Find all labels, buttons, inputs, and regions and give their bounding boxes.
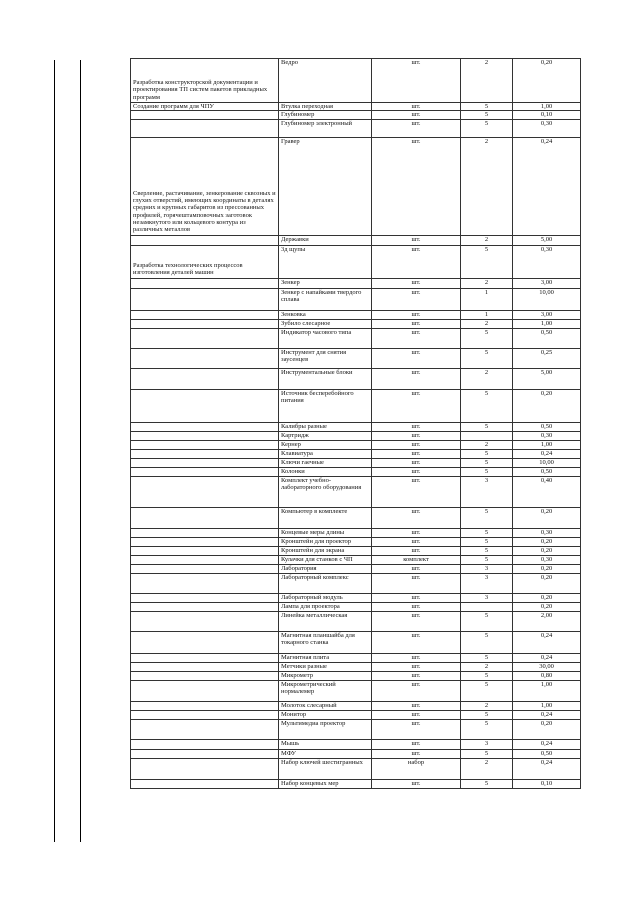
item-qty: 2: [461, 701, 513, 710]
table-row: [131, 235, 581, 245]
equipment-table: [130, 58, 581, 789]
item-name: Кронштейн для экрана: [279, 546, 372, 555]
table-row: [131, 389, 581, 422]
activity-cell: [131, 555, 279, 564]
item-qty: 5: [461, 245, 513, 278]
item-price: 5,00: [513, 368, 581, 389]
item-price: 0,80: [513, 671, 581, 680]
item-name: Мультимедиа проектор: [279, 719, 372, 739]
activity-cell: [131, 719, 279, 739]
table-row: [131, 476, 581, 507]
item-price: 0,50: [513, 328, 581, 348]
item-price: 10,00: [513, 458, 581, 467]
table-row: [131, 739, 581, 749]
item-qty: 2: [461, 235, 513, 245]
item-qty: 5: [461, 422, 513, 431]
item-qty: 3: [461, 476, 513, 507]
table-row: [131, 555, 581, 564]
item-qty: 2: [461, 59, 513, 103]
item-qty: 5: [461, 680, 513, 701]
item-name: Клавиатура: [279, 449, 372, 458]
item-name: Лабораторный модуль: [279, 593, 372, 602]
activity-cell: [131, 328, 279, 348]
activity-cell: [131, 779, 279, 788]
item-name: МФУ: [279, 749, 372, 758]
item-qty: 5: [461, 779, 513, 788]
item-qty: 3: [461, 564, 513, 573]
item-qty: 5: [461, 528, 513, 537]
left-margin-line-2: [80, 60, 81, 842]
table-row: [131, 611, 581, 631]
item-qty: 1: [461, 310, 513, 319]
table-row: [131, 701, 581, 710]
item-price: 1,00: [513, 680, 581, 701]
item-name: Источник бесперебойного питания: [279, 389, 372, 422]
item-unit: шт.: [372, 467, 461, 476]
item-price: 0,25: [513, 348, 581, 368]
item-price: 0,20: [513, 602, 581, 611]
item-unit: шт.: [372, 319, 461, 328]
item-unit: шт.: [372, 310, 461, 319]
item-qty: 5: [461, 631, 513, 653]
item-name: Втулка переходная: [279, 103, 372, 111]
item-qty: [461, 431, 513, 440]
item-qty: 5: [461, 611, 513, 631]
item-qty: 5: [461, 458, 513, 467]
item-name: Глубиномер: [279, 111, 372, 119]
activity-cell: Создание программ для ЧПУ: [131, 103, 279, 111]
item-unit: шт.: [372, 611, 461, 631]
table-row: [131, 528, 581, 537]
item-price: 0,30: [513, 431, 581, 440]
activity-cell: [131, 537, 279, 546]
item-unit: шт.: [372, 288, 461, 310]
item-name: Компьютер в комплекте: [279, 507, 372, 528]
item-unit: шт.: [372, 507, 461, 528]
item-price: 0,50: [513, 422, 581, 431]
item-unit: шт.: [372, 528, 461, 537]
item-name: Гравер: [279, 137, 372, 235]
activity-cell: [131, 671, 279, 680]
activity-cell: [131, 758, 279, 779]
item-price: 0,24: [513, 739, 581, 749]
item-price: 0,50: [513, 467, 581, 476]
table-row: [131, 467, 581, 476]
activity-cell: [131, 348, 279, 368]
item-unit: шт.: [372, 564, 461, 573]
item-qty: [461, 602, 513, 611]
activity-cell: Сверление, растачивание, зенкерование сквозных и глухих отверстий, имеющих координаты в деталях средних и крупных габаритов из прессованных профилей, горячештамповочных заготовок незамкнутого или кольцевого контура из различных металлов: [131, 137, 279, 235]
item-qty: 2: [461, 758, 513, 779]
item-qty: 5: [461, 546, 513, 555]
item-unit: шт.: [372, 245, 461, 278]
item-unit: шт.: [372, 328, 461, 348]
activity-cell: [131, 111, 279, 119]
item-name: Индикатор часового типа: [279, 328, 372, 348]
activity-cell: [131, 602, 279, 611]
item-qty: 2: [461, 368, 513, 389]
item-qty: 5: [461, 653, 513, 662]
item-qty: 5: [461, 555, 513, 564]
item-price: 0,40: [513, 476, 581, 507]
table-row: [131, 537, 581, 546]
activity-cell: [131, 449, 279, 458]
left-margin-line-1: [54, 60, 55, 842]
activity-cell: [131, 422, 279, 431]
item-name: Концевые меры длины: [279, 528, 372, 537]
table-row: [131, 573, 581, 593]
table-row: [131, 319, 581, 328]
item-price: 5,00: [513, 235, 581, 245]
table-row: [131, 758, 581, 779]
table-row: [131, 449, 581, 458]
item-qty: 2: [461, 137, 513, 235]
table-row: [131, 368, 581, 389]
table-row: [131, 103, 581, 111]
table-row: [131, 431, 581, 440]
item-name: Ключи гаечные: [279, 458, 372, 467]
activity-cell: [131, 368, 279, 389]
item-unit: шт.: [372, 537, 461, 546]
activity-cell: [131, 653, 279, 662]
item-unit: шт.: [372, 422, 461, 431]
item-unit: шт.: [372, 631, 461, 653]
item-qty: 5: [461, 749, 513, 758]
item-name: Ведро: [279, 59, 372, 103]
item-name: Кулачки для станков с ЧП: [279, 555, 372, 564]
activity-cell: [131, 235, 279, 245]
item-qty: 2: [461, 319, 513, 328]
item-qty: 5: [461, 671, 513, 680]
activity-cell: [131, 319, 279, 328]
item-qty: 5: [461, 328, 513, 348]
item-name: Микрометр: [279, 671, 372, 680]
item-name: Магнитная планшайба для токарного станка: [279, 631, 372, 653]
item-qty: 2: [461, 440, 513, 449]
item-unit: шт.: [372, 111, 461, 119]
activity-cell: [131, 631, 279, 653]
item-price: 3,00: [513, 278, 581, 288]
item-price: 0,30: [513, 555, 581, 564]
item-price: 0,50: [513, 749, 581, 758]
item-name: Картридж: [279, 431, 372, 440]
item-unit: шт.: [372, 59, 461, 103]
table-row: [131, 546, 581, 555]
item-name: Зубило слесарное: [279, 319, 372, 328]
item-unit: шт.: [372, 779, 461, 788]
item-name: Кернер: [279, 440, 372, 449]
activity-cell: [131, 528, 279, 537]
item-name: Микрометрический нормалемер: [279, 680, 372, 701]
table-row: [131, 440, 581, 449]
item-price: 0,24: [513, 653, 581, 662]
item-name: Державки: [279, 235, 372, 245]
item-price: 0,20: [513, 59, 581, 103]
activity-cell: [131, 710, 279, 719]
item-price: 0,24: [513, 758, 581, 779]
table-row: [131, 278, 581, 288]
activity-cell: [131, 739, 279, 749]
activity-cell: Разработка технологических процессов изготовления деталей машин: [131, 245, 279, 278]
item-unit: шт.: [372, 449, 461, 458]
item-name: Калибры разные: [279, 422, 372, 431]
item-qty: 5: [461, 348, 513, 368]
activity-cell: [131, 662, 279, 671]
item-qty: 5: [461, 449, 513, 458]
activity-cell: [131, 593, 279, 602]
item-price: 0,10: [513, 111, 581, 119]
item-qty: 2: [461, 662, 513, 671]
table-row: [131, 662, 581, 671]
item-price: 0,20: [513, 507, 581, 528]
table-row: [131, 245, 581, 278]
item-unit: шт.: [372, 662, 461, 671]
item-unit: шт.: [372, 368, 461, 389]
item-price: 0,24: [513, 710, 581, 719]
table-row: [131, 631, 581, 653]
item-qty: 5: [461, 467, 513, 476]
item-qty: 5: [461, 710, 513, 719]
item-qty: 3: [461, 573, 513, 593]
item-name: Лабораторный комплекс: [279, 573, 372, 593]
item-name: Глубиномер электронный: [279, 119, 372, 137]
item-unit: комплект: [372, 555, 461, 564]
item-price: 0,30: [513, 528, 581, 537]
item-qty: 5: [461, 103, 513, 111]
item-qty: 2: [461, 278, 513, 288]
table-row: [131, 137, 581, 235]
item-qty: 3: [461, 739, 513, 749]
activity-cell: [131, 458, 279, 467]
table-row: [131, 59, 581, 103]
item-unit: шт.: [372, 739, 461, 749]
table-row: [131, 348, 581, 368]
activity-cell: [131, 467, 279, 476]
activity-cell: [131, 680, 279, 701]
activity-cell: [131, 507, 279, 528]
item-price: 0,24: [513, 137, 581, 235]
activity-cell: [131, 389, 279, 422]
table-row: [131, 119, 581, 137]
activity-cell: [131, 749, 279, 758]
item-qty: 5: [461, 389, 513, 422]
item-name: Колонки: [279, 467, 372, 476]
table-row: [131, 779, 581, 788]
table-row: [131, 310, 581, 319]
item-name: Набор ключей шестигранных: [279, 758, 372, 779]
table-row: [131, 564, 581, 573]
item-name: Мышь: [279, 739, 372, 749]
item-unit: шт.: [372, 749, 461, 758]
table-row: [131, 653, 581, 662]
item-unit: шт.: [372, 573, 461, 593]
item-price: 0,20: [513, 389, 581, 422]
item-name: Зенкер с напайками твердого сплава: [279, 288, 372, 310]
item-unit: шт.: [372, 602, 461, 611]
table-row: [131, 422, 581, 431]
item-unit: шт.: [372, 103, 461, 111]
table-row: [131, 671, 581, 680]
item-price: 0,24: [513, 449, 581, 458]
item-unit: шт.: [372, 671, 461, 680]
item-unit: шт.: [372, 137, 461, 235]
item-unit: шт.: [372, 235, 461, 245]
item-name: Магнитная плита: [279, 653, 372, 662]
item-qty: 5: [461, 111, 513, 119]
table-row: [131, 719, 581, 739]
item-unit: шт.: [372, 701, 461, 710]
table-row: [131, 328, 581, 348]
item-qty: 3: [461, 593, 513, 602]
activity-cell: [131, 310, 279, 319]
item-name: Набор концевых мер: [279, 779, 372, 788]
activity-cell: [131, 546, 279, 555]
activity-cell: [131, 278, 279, 288]
item-unit: шт.: [372, 278, 461, 288]
item-price: 0,10: [513, 779, 581, 788]
item-unit: шт.: [372, 476, 461, 507]
item-name: Молоток слесарный: [279, 701, 372, 710]
item-name: Линейка металлическая: [279, 611, 372, 631]
item-price: 0,30: [513, 119, 581, 137]
item-name: Зенковка: [279, 310, 372, 319]
item-unit: шт.: [372, 719, 461, 739]
item-name: Комплект учебно-лабораторного оборудования: [279, 476, 372, 507]
activity-cell: [131, 573, 279, 593]
table-row: [131, 458, 581, 467]
item-qty: 5: [461, 719, 513, 739]
item-name: Зенкер: [279, 278, 372, 288]
item-name: Метчики разные: [279, 662, 372, 671]
activity-cell: [131, 476, 279, 507]
item-unit: шт.: [372, 119, 461, 137]
table-row: [131, 288, 581, 310]
activity-cell: [131, 119, 279, 137]
item-price: 1,00: [513, 440, 581, 449]
item-price: 10,00: [513, 288, 581, 310]
item-unit: шт.: [372, 440, 461, 449]
item-price: 3,00: [513, 310, 581, 319]
table-row: [131, 710, 581, 719]
item-name: Кронштейн для проектор: [279, 537, 372, 546]
activity-cell: [131, 564, 279, 573]
item-qty: 5: [461, 507, 513, 528]
item-name: Монитор: [279, 710, 372, 719]
item-unit: шт.: [372, 546, 461, 555]
table-row: [131, 111, 581, 119]
item-unit: шт.: [372, 710, 461, 719]
item-name: Инструментальные блоки: [279, 368, 372, 389]
item-price: 1,00: [513, 701, 581, 710]
activity-cell: [131, 701, 279, 710]
item-price: 0,20: [513, 546, 581, 555]
item-qty: 1: [461, 288, 513, 310]
activity-cell: [131, 288, 279, 310]
item-qty: 5: [461, 119, 513, 137]
table-row: [131, 749, 581, 758]
item-name: Инструмент для снятия заусенцев: [279, 348, 372, 368]
table-row: [131, 602, 581, 611]
item-price: 0,24: [513, 631, 581, 653]
item-unit: шт.: [372, 653, 461, 662]
item-price: 2,00: [513, 611, 581, 631]
item-price: 0,20: [513, 537, 581, 546]
item-unit: шт.: [372, 680, 461, 701]
table-row: [131, 680, 581, 701]
item-name: Лампа для проектора: [279, 602, 372, 611]
activity-cell: Разработка конструкторской документации и проектирования ТП систем пакетов прикладных программ: [131, 59, 279, 103]
item-unit: набор: [372, 758, 461, 779]
item-name: 3д щупы: [279, 245, 372, 278]
item-unit: шт.: [372, 431, 461, 440]
item-price: 0,20: [513, 719, 581, 739]
item-qty: 5: [461, 537, 513, 546]
item-price: 30,00: [513, 662, 581, 671]
item-price: 1,00: [513, 103, 581, 111]
activity-cell: [131, 431, 279, 440]
item-price: 0,30: [513, 245, 581, 278]
table-row: [131, 507, 581, 528]
item-price: 0,20: [513, 593, 581, 602]
item-price: 0,20: [513, 573, 581, 593]
item-unit: шт.: [372, 458, 461, 467]
item-unit: шт.: [372, 593, 461, 602]
item-unit: шт.: [372, 348, 461, 368]
item-unit: шт.: [372, 389, 461, 422]
table-row: [131, 593, 581, 602]
activity-cell: [131, 611, 279, 631]
item-price: 1,00: [513, 319, 581, 328]
item-name: Лаборатория: [279, 564, 372, 573]
item-price: 0,20: [513, 564, 581, 573]
activity-cell: [131, 440, 279, 449]
